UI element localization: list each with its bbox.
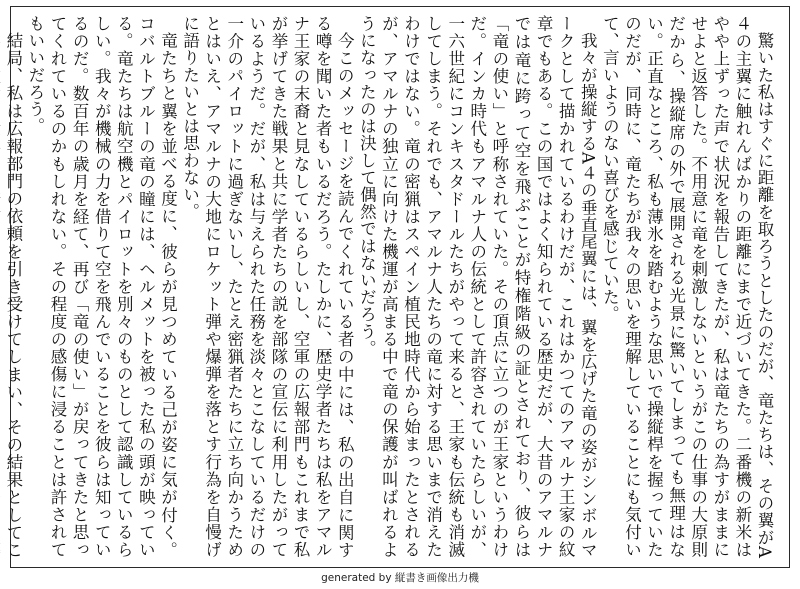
vertical-body-text <box>3 15 775 558</box>
paragraph-3: 今このメッセージを読んでくれている者の中には、私の出自に関する噂を聞いた者もいるだろう。たしかに、歴史学者たちは私をアマルナ王家の末裔と見なしているらしいし、空軍の広報部門もこれまで私が挙げてきた戦果と共に学者たちの説を部隊の宣伝に利用したがっているようだ。だが、私は与えられた任務を淡々とこなしているだけの一介のパイロットに過ぎないし、たとえ密猟者たちに立ち向かうためとはいえ、アマルナの大地にロケット弾や爆弾を落とす行為を自慢げに語りたいとは思わない。 <box>180 15 355 558</box>
generator-credit: generated by 縦書き画像出力機 <box>321 572 479 584</box>
paragraph-5: 結局、私は広報部門の依頼を引き受けてしまい、その結果としてこ <box>3 31 23 558</box>
paragraph-2: 我々が操縦するA４の垂直尾翼には、翼を広げた竜の姿がシンボルマークとして描かれているわけだが、これはかつてのアマルナ王家の紋章でもある。この国ではよく知られている歴史だが、大昔のアマルナでは竜に跨って空を飛ぶことが特権階級の証とされており、彼らは「竜の使い」と呼称されていた。その頂点に立つのが王家というわけだ。インカ時代もアマルナ人の伝統として許容されていたらしいが、一六世紀にコンキスタドールたちがやって来ると、王家も伝統も消滅してしまう。それでも、アマルナ人たちの竜に対する思いまで消えたわけではない。竜の密猟はスペイン植民地時代から始まったとされるが、アマルナの独立に向けた機運が高まる中で竜の保護が叫ばれるようになったのは決して偶然ではないだろう。 <box>357 15 598 558</box>
paragraph-1: 驚いた私はすぐに距離を取ろうとしたのだが、竜たちは、その翼がA４の主翼に触れんばかりの距離にまで近づいてきた。二番機の新米はやや上ずった声で状況を報告してきたが、私は竜たちの為すがままにせよと返答した。不用意に竜を刺激しないというがこの仕事の大原則だから、操縦席の外で展開される光景に驚いてしまっても無理はない。正直なところ、私も薄氷を踏むような思いで操縦桿を握っていたのだが、同時に、竜たちが我々の思いを理解していることにも気付いて、言いようのない喜びを感じていた。 <box>600 15 774 558</box>
document-page <box>3 6 790 568</box>
paragraph-4: 竜たちと翼を並べる度に、彼らが見つめている己が姿に気が付く。コバルトブルーの竜の瞳には、ヘルメットを被った私の頭が映っている。竜たちは航空機とパイロットを別々のものとして認識しているらしい。我々が機械の力を借りて空を飛んでいることを彼らは知っているのだ。数百年の歳月を経て、再び「竜の使い」が戻ってきたと思ってくれているのかもしれない。その程度の感傷に浸ることは許されてもいいだろう。 <box>25 15 178 558</box>
